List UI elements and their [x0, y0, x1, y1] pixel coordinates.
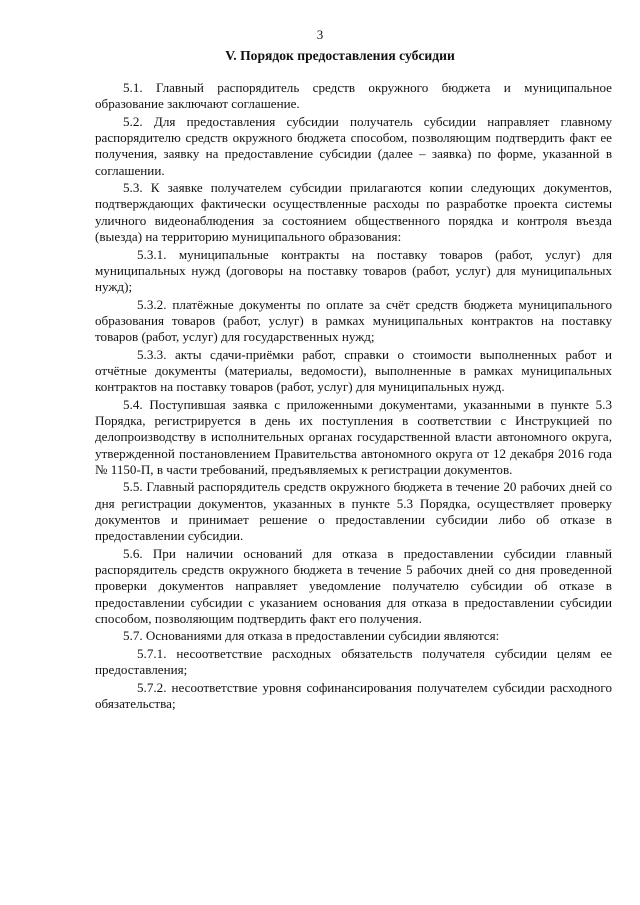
paragraph-5-3-2: 5.3.2. платёжные документы по оплате за счёт средств бюджета муниципального образования товаров (работ, услуг) в рамках муниципальных контрактов на поставку товаров (работ, услуг) для государственных нужд; — [95, 296, 612, 345]
paragraph-5-2: 5.2. Для предоставления субсидии получатель субсидии направляет главному распорядителю средств окружного бюджета способом, позволяющим подтвердить факт ее получения, заявку на предоставление субсидии (далее – заявка) по форме, указанной в соглашении. — [95, 113, 612, 178]
document-body — [95, 80, 612, 714]
page-number: 3 — [316, 27, 324, 42]
paragraph-5-3: 5.3. К заявке получателем субсидии прилагаются копии следующих документов, подтверждающих фактически осуществленные расходы по разработке проекта системы уличного видеонаблюдения за состоянием общественного порядка и контроля въезда (выезда) на территорию муниципального образования: — [95, 180, 612, 245]
paragraph-5-3-3: 5.3.3. акты сдачи-приёмки работ, справки о стоимости выполненных работ и отчётные документы (материалы, ведомости), выполненные в рамках муниципальных контрактов на поставку товаров (работ, услуг) для муниципальных нужд. — [95, 346, 612, 395]
paragraph-5-5: 5.5. Главный распорядитель средств окружного бюджета в течение 20 рабочих дней со дня регистрации документов, указанных в пункте 5.3 Порядка, осуществляет проверку документов и принимает решение о предоставлении субсидии либо об отказе в предоставлении субсидии. — [95, 479, 612, 544]
section-heading: V. Порядок предоставления субсидии — [225, 48, 455, 63]
paragraph-5-4: 5.4. Поступившая заявка с приложенными документами, указанными в пункте 5.3 Порядка, регистрируется в день их поступления в соответствии с Инструкцией по делопроизводству в исполнительных органах государственной власти автономного округа, утвержденной постановлением Правительства автономного округа от 12 декабря 2016 года № 1150-П, в части требований, предъявляемых к регистрации документов. — [95, 396, 612, 477]
paragraph-5-7-1: 5.7.1. несоответствие расходных обязательств получателя субсидии целям ее предоставления; — [95, 645, 612, 678]
paragraph-5-1: 5.1. Главный распорядитель средств окружного бюджета и муниципальное образование заключают соглашение. — [95, 80, 612, 112]
paragraph-5-6: 5.6. При наличии оснований для отказа в предоставлении субсидии главный распорядитель средств окружного бюджета в течение 5 рабочих дней со дня проведенной проверки документов направляет уведомление получателю субсидии об отказе в предоставлении субсидии с указанием основания для отказа в предоставлении субсидии способом, позволяющим подтвердить факт его получения. — [95, 545, 612, 626]
paragraph-5-7-2: 5.7.2. несоответствие уровня софинансирования получателем субсидии расходного обязательства; — [95, 679, 612, 712]
paragraph-5-7: 5.7. Основаниями для отказа в предоставлении субсидии являются: — [123, 628, 500, 644]
paragraph-5-3-1: 5.3.1. муниципальные контракты на поставку товаров (работ, услуг) для муниципальных нужд (договоры на поставку товаров (работ, услуг) для муниципальных нужд); — [95, 246, 612, 295]
